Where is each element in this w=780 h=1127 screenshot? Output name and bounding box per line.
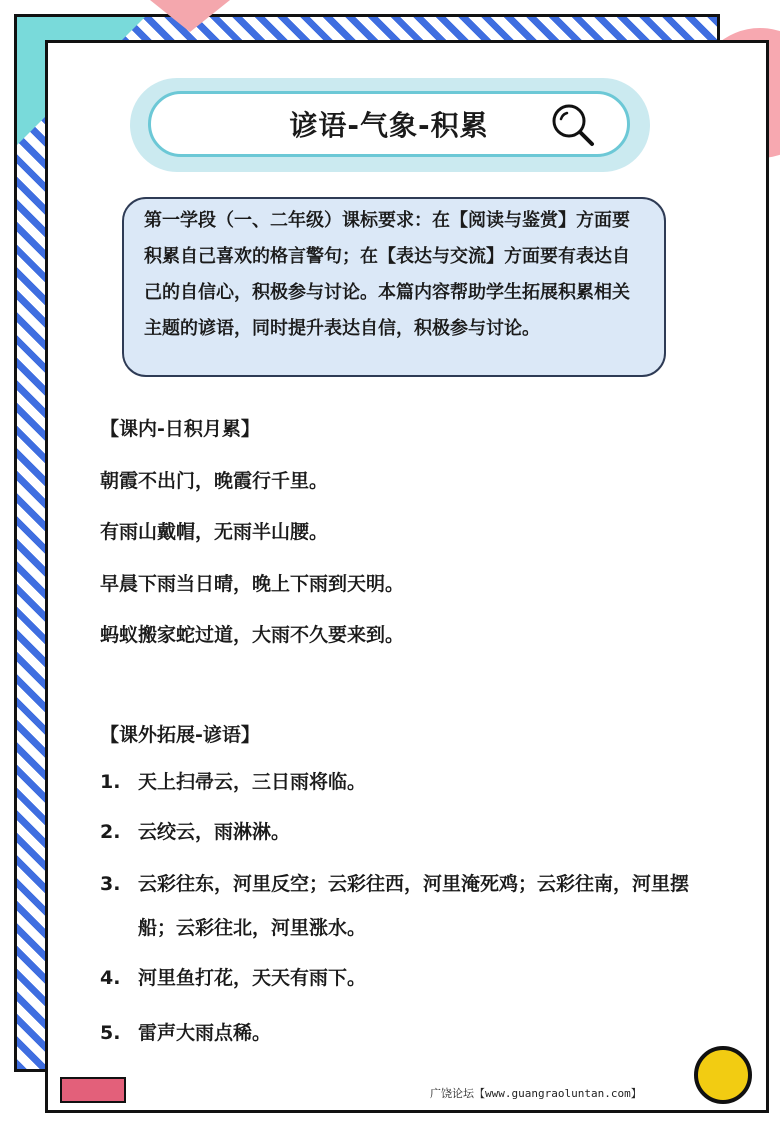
- list-text: 河里鱼打花，天天有雨下。: [138, 967, 367, 989]
- proverb-item: 有雨山戴帽，无雨半山腰。: [100, 521, 329, 543]
- list-text: 云绞云，雨淋淋。: [138, 821, 291, 843]
- list-text: 云彩往东，河里反空；云彩往西，河里淹死鸡；云彩往南，河里摆船；云彩往北，河里涨水。: [138, 873, 690, 939]
- proverb-item: 蚂蚁搬家蛇过道，大雨不久要来到。: [100, 624, 405, 646]
- proverb-item: 朝霞不出门，晚霞行千里。: [100, 470, 329, 492]
- list-number: 4.: [100, 967, 121, 989]
- list-number: 3.: [100, 873, 121, 895]
- requirement-text: 第一学段（一、二年级）课标要求：在【阅读与鉴赏】方面要积累自己喜欢的格言警句；在【表达与交流】方面要有表达自己的自信心，积极参与讨论。本篇内容帮助学生拓展积累相关主题的谚语，同时提升表达自信，积极参与讨论。: [144, 210, 630, 339]
- pink-triangle-decoration: [150, 0, 230, 32]
- list-number: 5.: [100, 1022, 121, 1044]
- pink-rect-decoration: [60, 1077, 126, 1103]
- page-title: 谚语-气象-积累: [289, 109, 489, 142]
- search-icon: [550, 102, 596, 148]
- section-title-in-class: 【课内-日积月累】: [100, 418, 260, 440]
- section-title-extension: 【课外拓展-谚语】: [100, 724, 260, 746]
- list-number: 1.: [100, 771, 121, 793]
- list-text: 天上扫帚云，三日雨将临。: [138, 771, 367, 793]
- list-number: 2.: [100, 821, 121, 843]
- curriculum-requirement-box: [122, 197, 666, 377]
- proverb-item: 早晨下雨当日晴，晚上下雨到天明。: [100, 573, 405, 595]
- footer-source: 广饶论坛【www.guangraoluntan.com】: [430, 1087, 642, 1100]
- list-text: 雷声大雨点稀。: [138, 1022, 272, 1044]
- yellow-circle-decoration: [694, 1046, 752, 1104]
